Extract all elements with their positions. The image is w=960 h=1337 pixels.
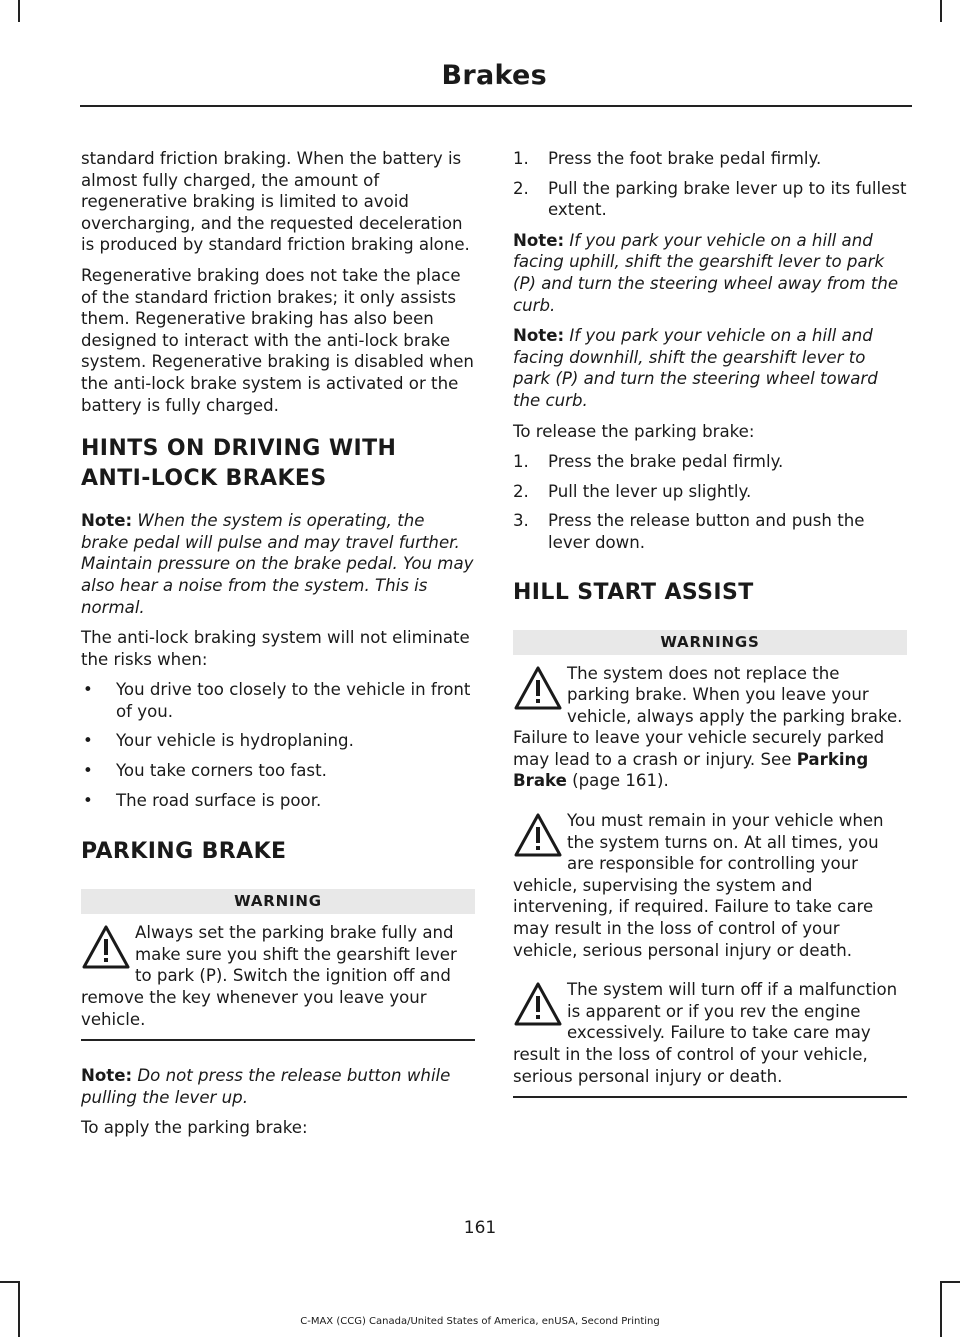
warning-text: The system does not replace the parking brake. When you leave your vehicle, always apply the parking brake. Failure to leave your vehicle securely parked may lead to a crash or injury. See	[513, 663, 903, 769]
bullet-marker: •	[83, 761, 93, 781]
release-steps-list	[513, 451, 907, 553]
intro-paragraph-2: Regenerative braking does not take the place of the standard friction brakes; it only assists them. Regenerative braking has also been designed to interact with the anti-lock brake system. Regenerative braking is disabled when the anti-lock brake system is activated or the battery is fully charged.	[81, 265, 474, 415]
page-reference: (page 161).	[566, 771, 669, 791]
list-item	[81, 679, 475, 722]
warning-block	[513, 663, 907, 793]
page-number: 161	[463, 1218, 497, 1238]
warning-block	[81, 922, 475, 1030]
bullet-marker: •	[83, 731, 93, 751]
step-text: Pull the parking brake lever up to its fullest extent.	[548, 178, 907, 220]
downhill-note	[513, 325, 907, 411]
warning-text: Always set the parking brake fully and make sure you shift the gearshift lever to park (P). Switch the ignition off and remove the key whenever you leave your vehicle.	[81, 923, 457, 1029]
step-text: Press the foot brake pedal firmly.	[548, 149, 822, 168]
list-item-text: You drive too closely to the vehicle in front of you.	[116, 680, 471, 721]
step-number: 2.	[513, 178, 529, 198]
list-item-text: The road surface is poor.	[116, 790, 322, 810]
warning-triangle-icon	[513, 812, 563, 858]
note-text: If you park your vehicle on a hill and facing uphill, shift the gearshift lever to park (P) and turn the steering wheel away from the curb.	[513, 230, 899, 315]
list-item	[513, 510, 907, 553]
abs-heading	[81, 434, 475, 494]
step-text: Press the brake pedal firmly.	[548, 452, 784, 472]
parking-brake-link[interactable]: Parking Brake	[513, 749, 869, 791]
uphill-note	[513, 230, 907, 316]
warning-triangle-icon	[513, 665, 563, 711]
crop-mark-bottom-right-v	[940, 1281, 942, 1337]
abs-risks-intro: The anti-lock braking system will not eliminate the risks when:	[81, 628, 470, 669]
abs-note	[81, 510, 475, 618]
step-number: 3.	[513, 511, 529, 531]
right-column	[513, 148, 907, 1122]
note-label: Note:	[81, 1066, 133, 1086]
release-intro: To release the parking brake:	[513, 421, 755, 441]
list-item	[81, 730, 475, 752]
warning-text: You must remain in your vehicle when the system turns on. At all times, you are responsible for controlling your vehicle, supervising the system and intervening, if required. Failure to take care may result in the loss of control of your vehicle, serious personal injury or death.	[513, 811, 884, 960]
parking-brake-heading: PARKING BRAKE	[81, 839, 287, 865]
bullet-marker: •	[83, 790, 93, 810]
warning-triangle-icon	[81, 924, 131, 970]
crop-mark-bottom-left-v	[18, 1281, 20, 1337]
warning-block	[513, 979, 907, 1087]
list-item	[513, 481, 907, 503]
left-column	[81, 148, 475, 1148]
step-number: 1.	[513, 452, 529, 472]
abs-heading-line-2: ANTI-LOCK BRAKES	[81, 466, 327, 492]
list-item	[81, 790, 475, 812]
warning-text: The system will turn off if a malfunction is apparent or if you rev the engine excessively. Failure to take care may result in the loss of control of your vehicle, serious personal injury or death.	[513, 980, 898, 1086]
crop-mark-bottom-left-h	[0, 1281, 20, 1283]
warnings-header: WARNINGS	[513, 630, 907, 655]
note-text: If you park your vehicle on a hill and facing downhill, shift the gearshift lever to park (P) and turn the steering wheel toward the curb.	[513, 326, 878, 410]
list-item	[81, 760, 475, 782]
warning-triangle-icon	[513, 981, 563, 1027]
warning-header: WARNING	[81, 889, 475, 914]
list-item	[513, 148, 907, 170]
list-item-text: Your vehicle is hydroplaning.	[116, 731, 354, 751]
list-item-text: You take corners too fast.	[116, 761, 327, 781]
step-text: Press the release button and push the lever down.	[548, 511, 865, 552]
crop-mark-top-right-v	[940, 0, 942, 22]
note-label: Note:	[513, 230, 565, 250]
footer-print-info: C-MAX (CCG) Canada/United States of America, enUSA, Second Printing	[300, 1316, 660, 1327]
note-label: Note:	[513, 326, 565, 346]
step-text: Pull the lever up slightly.	[548, 481, 752, 501]
crop-mark-bottom-right-h	[940, 1281, 960, 1283]
page-title: Brakes	[441, 60, 547, 91]
crop-mark-top-left-v	[18, 0, 20, 22]
step-number: 2.	[513, 481, 529, 501]
apply-intro: To apply the parking brake:	[81, 1118, 308, 1138]
list-item	[513, 178, 907, 221]
bullet-marker: •	[83, 680, 93, 700]
warning-rule	[513, 1096, 907, 1098]
note-label: Note:	[81, 511, 133, 531]
note-text: When the system is operating, the brake pedal will pulse and may travel further. Maintain pressure on the brake pedal. You may also hear a noise from the system. This is normal.	[81, 511, 474, 617]
abs-heading-line-1: HINTS ON DRIVING WITH	[81, 436, 397, 462]
parking-note	[81, 1065, 475, 1108]
step-number: 1.	[513, 149, 529, 168]
header-rule	[80, 105, 912, 107]
warning-rule	[81, 1039, 475, 1041]
abs-risks-list	[81, 679, 475, 811]
intro-paragraph-1: standard friction braking. When the battery is almost fully charged, the amount of regenerative braking is limited to avoid overcharging, and the requested deceleration is produced by standard friction braking alone.	[81, 149, 470, 255]
hill-start-assist-heading: HILL START ASSIST	[513, 579, 754, 605]
list-item	[513, 451, 907, 473]
note-text: Do not press the release button while pulling the lever up.	[81, 1066, 451, 1107]
apply-steps-list	[513, 148, 907, 221]
warning-block	[513, 810, 907, 961]
